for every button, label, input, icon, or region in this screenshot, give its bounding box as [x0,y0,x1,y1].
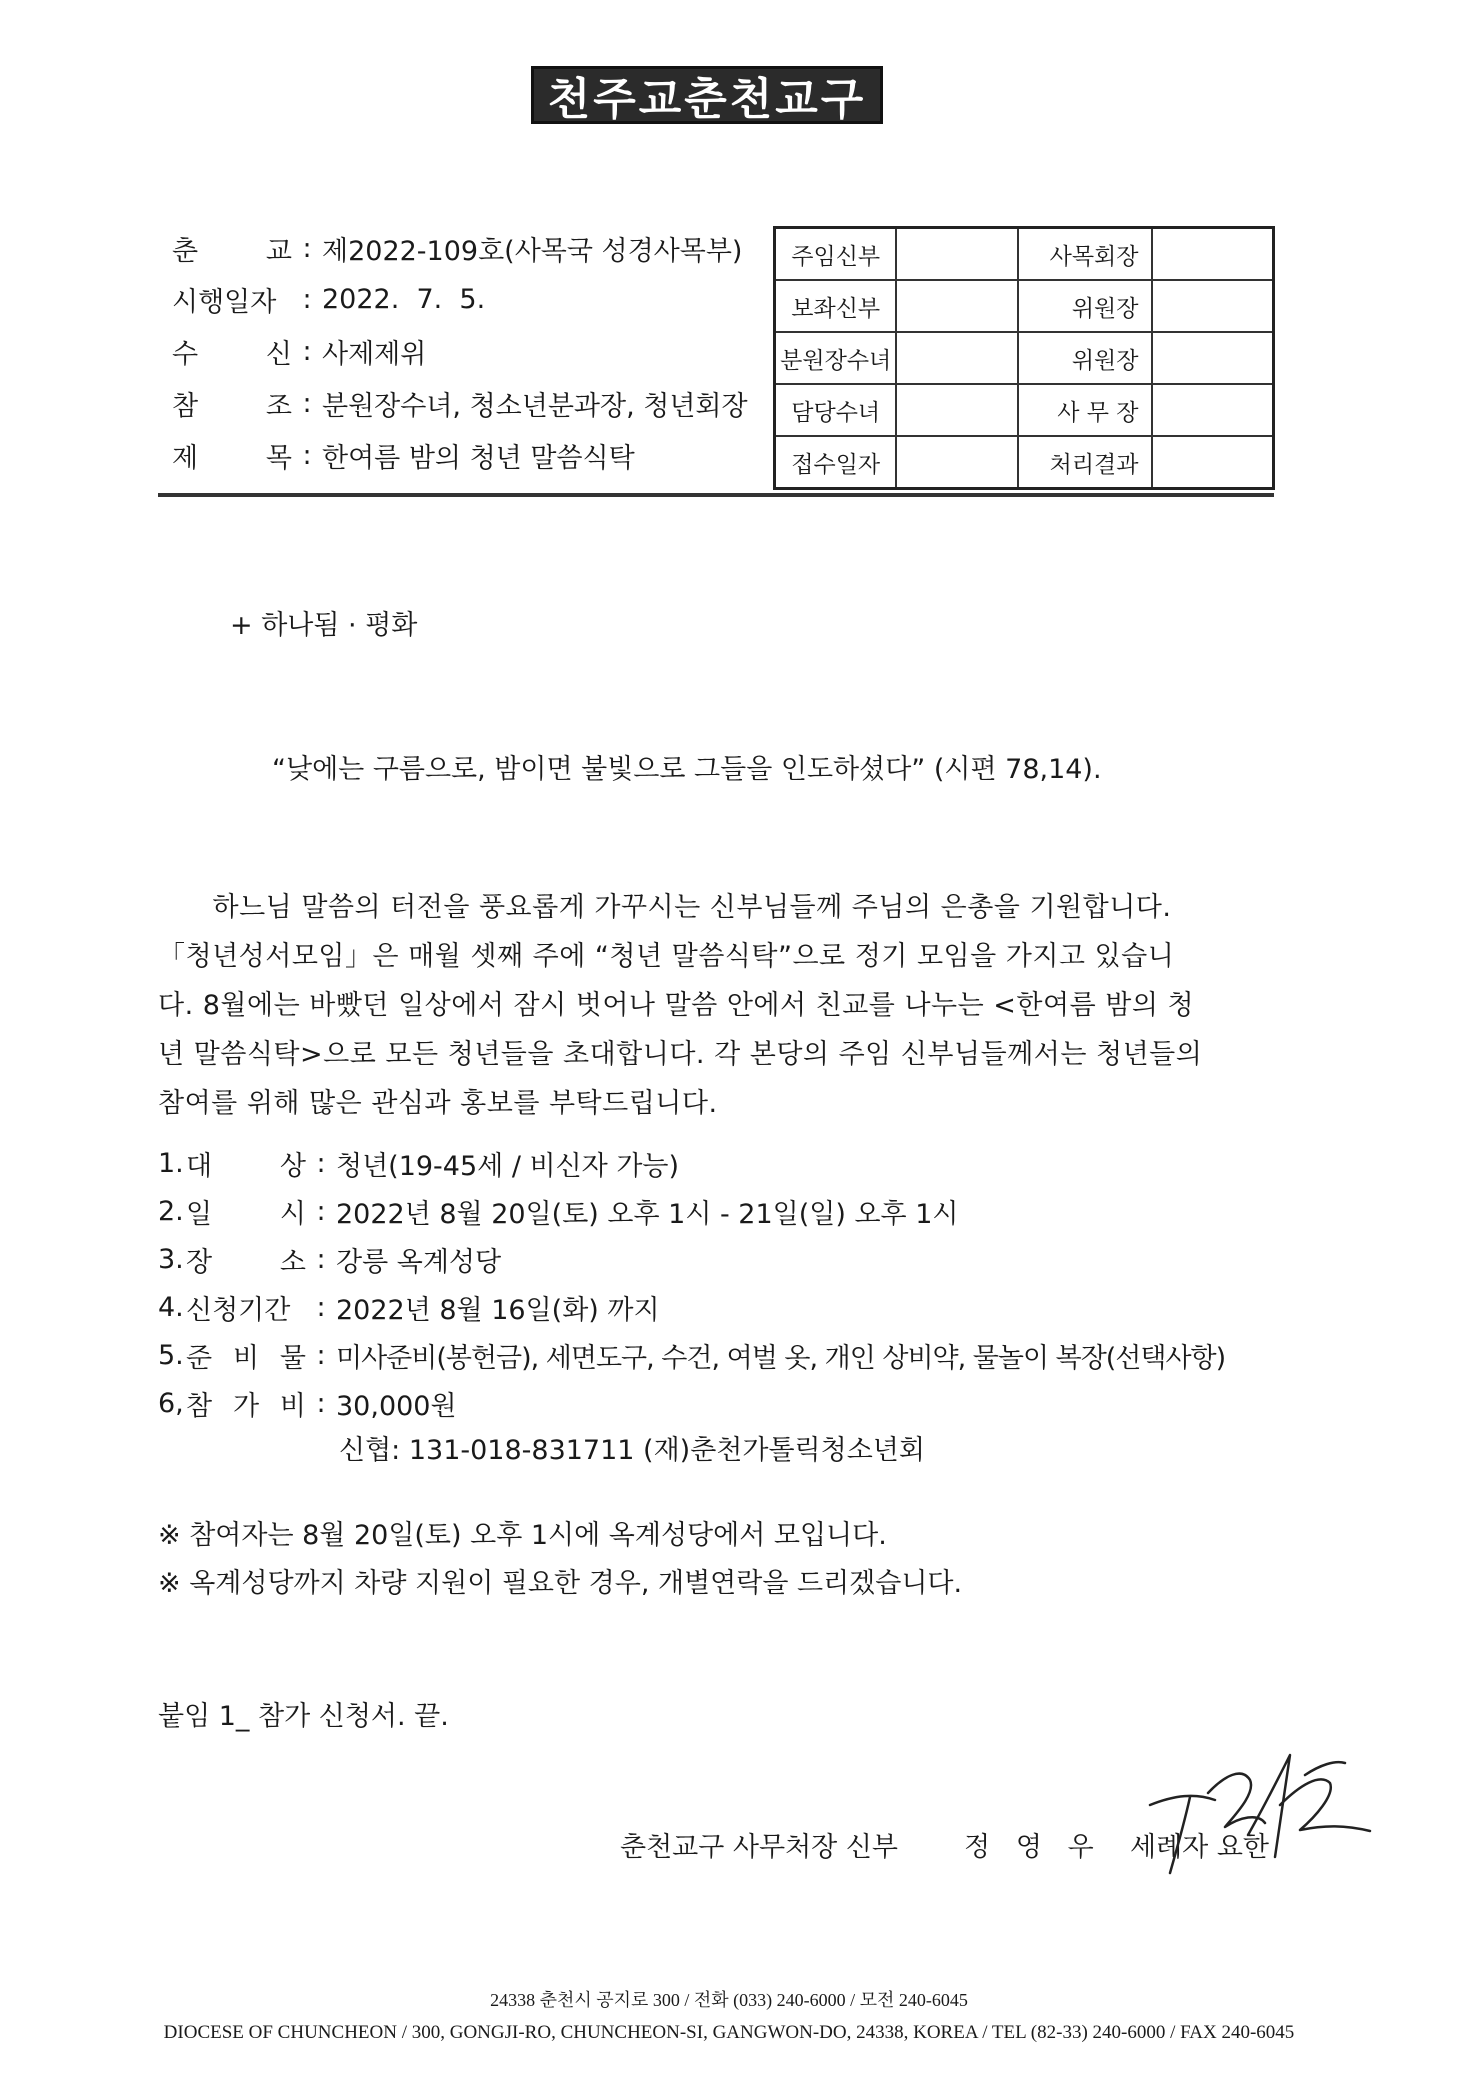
approval-cell [896,384,1017,436]
approval-label: 접수일자 [775,436,897,489]
sender-title: 춘천교구 사무처장 신부 [620,1832,898,1863]
approval-cell [1152,332,1274,384]
approval-label: 담당수녀 [775,384,897,436]
approval-cell [896,332,1017,384]
detail-item-value: 2022년 8월 20일(토) 오후 1시 - 21일(일) 오후 1시 [336,1198,959,1230]
signature-mark [1130,1745,1380,1885]
approval-label: 분원장수녀 [775,332,897,384]
paragraph-line: 년 말씀식탁>으로 모든 청년들을 초대합니다. 각 본당의 주임 신부님들께서는 청년들의 [158,1039,1203,1070]
meta-recipient: 수 신 : 사제제위 [172,326,426,376]
approval-row [775,436,1274,489]
paragraph-line: 다. 8월에는 바빴던 일상에서 잠시 벗어나 말씀 안에서 친교를 나누는 <한여름 밤의 청 [158,990,1195,1021]
detail-item-deadline: 4. 신청기간 : 2022년 8월 16일(화) 까지 [158,1284,660,1330]
footer-address-en: DIOCESE OF CHUNCHEON / 300, GONGJI-RO, CHUNCHEON-SI, GANGWON-DO, 24338, KOREA / TEL (82-33) 240-6000 / FAX 240-6045 [163,2022,1295,2043]
meta-doc-no-label: 춘 교 [172,235,292,267]
detail-item-value: 강릉 옥계성당 [336,1246,502,1278]
approval-cell [896,436,1017,489]
approval-row [775,384,1274,436]
meta-subject: 제 목 : 한여름 밤의 청년 말씀식탁 [172,430,635,480]
paragraph-line: 「청년성서모임」은 매월 셋째 주에 “청년 말씀식탁”으로 정기 모임을 가지고 있습니 [158,941,1175,972]
detail-item-value: 2022년 8월 16일(화) 까지 [336,1294,660,1326]
paragraph-line: 참여를 위해 많은 관심과 홍보를 부탁드립니다. [158,1088,718,1119]
meta-subject-label: 제 목 [172,442,292,474]
footer-address-ko: 24338 춘천시 공지로 300 / 전화 (033) 240-6000 / 모전 240-6045 [490,1990,968,2010]
approval-cell [1152,436,1274,489]
detail-item-datetime: 2. 일 시 : 2022년 8월 20일(토) 오후 1시 - 21일(일) 오후 1시 [158,1188,958,1234]
attachment-line: 붙임 1_ 참가 신청서. 끝. [158,1701,449,1732]
approval-cell [896,280,1017,332]
approval-row [775,228,1274,281]
org-logo [531,66,883,124]
meta-date-label: 시행일자 [172,286,277,318]
approval-label: 주임신부 [775,228,897,281]
meta-recipient-value: 사제제위 [322,338,427,370]
sender-baptismal-name: 세례자 요한 [1130,1832,1269,1863]
approval-label: 처리결과 [1018,436,1152,489]
meta-subject-value: 한여름 밤의 청년 말씀식탁 [322,442,635,474]
approval-row [775,280,1274,332]
approval-cell [1152,280,1274,332]
approval-label: 위원장 [1018,280,1152,332]
bank-account: 신협: 131-018-831711 (재)춘천가톨릭청소년회 [339,1435,925,1466]
detail-item-supplies: 5. 준 비 물 : 미사준비(봉헌금), 세면도구, 수건, 여벌 옷, 개인 상비약, 물놀이 복장(선택사항) [158,1332,1225,1378]
note-line: ※ 참여자는 8월 20일(토) 오후 1시에 옥계성당에서 모입니다. [158,1520,887,1551]
approval-cell [896,228,1017,281]
detail-item-target: 1. 대 상 : 청년(19-45세 / 비신자 가능) [158,1140,679,1186]
approval-label: 보좌신부 [775,280,897,332]
meta-reference: 참 조 : 분원장수녀, 청소년분과장, 청년회장 [172,378,748,428]
approval-label: 사 무 장 [1018,384,1152,436]
header-divider [158,493,1274,497]
note-line: ※ 옥계성당까지 차량 지원이 필요한 경우, 개별연락을 드리겠습니다. [158,1568,963,1599]
meta-doc-no-value: 제2022-109호(사목국 성경사목부) [322,235,743,267]
detail-item-place: 3. 장 소 : 강릉 옥계성당 [158,1236,501,1282]
approval-label: 위원장 [1018,332,1152,384]
sender-name: 정 영 우 [964,1832,1094,1863]
meta-reference-label: 참 조 [172,390,292,422]
paragraph-line: 하느님 말씀의 터전을 풍요롭게 가꾸시는 신부님들께 주님의 은총을 기원합니다. [158,892,1172,923]
meta-reference-value: 분원장수녀, 청소년분과장, 청년회장 [322,390,748,422]
approval-cell [1152,228,1274,281]
meta-recipient-label: 수 신 [172,338,292,370]
org-logo-text: 천주교춘천교구 [547,74,867,125]
scripture-quote: “낮에는 구름으로, 밤이면 불빛으로 그들을 인도하셨다” (시편 78,14). [272,754,1102,785]
approval-table [773,226,1275,490]
detail-item-value: 청년(19-45세 / 비신자 가능) [336,1150,680,1182]
detail-item-value: 미사준비(봉헌금), 세면도구, 수건, 여벌 옷, 개인 상비약, 물놀이 복장(선택사항) [336,1342,1226,1374]
approval-cell [1152,384,1274,436]
approval-row [775,332,1274,384]
detail-item-fee: 6, 참 가 비 : 30,000원 [158,1380,457,1426]
meta-date: 시행일자 : 2022. 7. 5. [172,274,485,324]
meta-doc-no: 춘 교 : 제2022-109호(사목국 성경사목부) [172,223,742,273]
detail-item-value: 30,000원 [336,1390,457,1422]
greeting: + 하나됨 · 평화 [230,610,418,641]
meta-date-value: 2022. 7. 5. [322,283,486,315]
approval-label: 사목회장 [1018,228,1152,281]
